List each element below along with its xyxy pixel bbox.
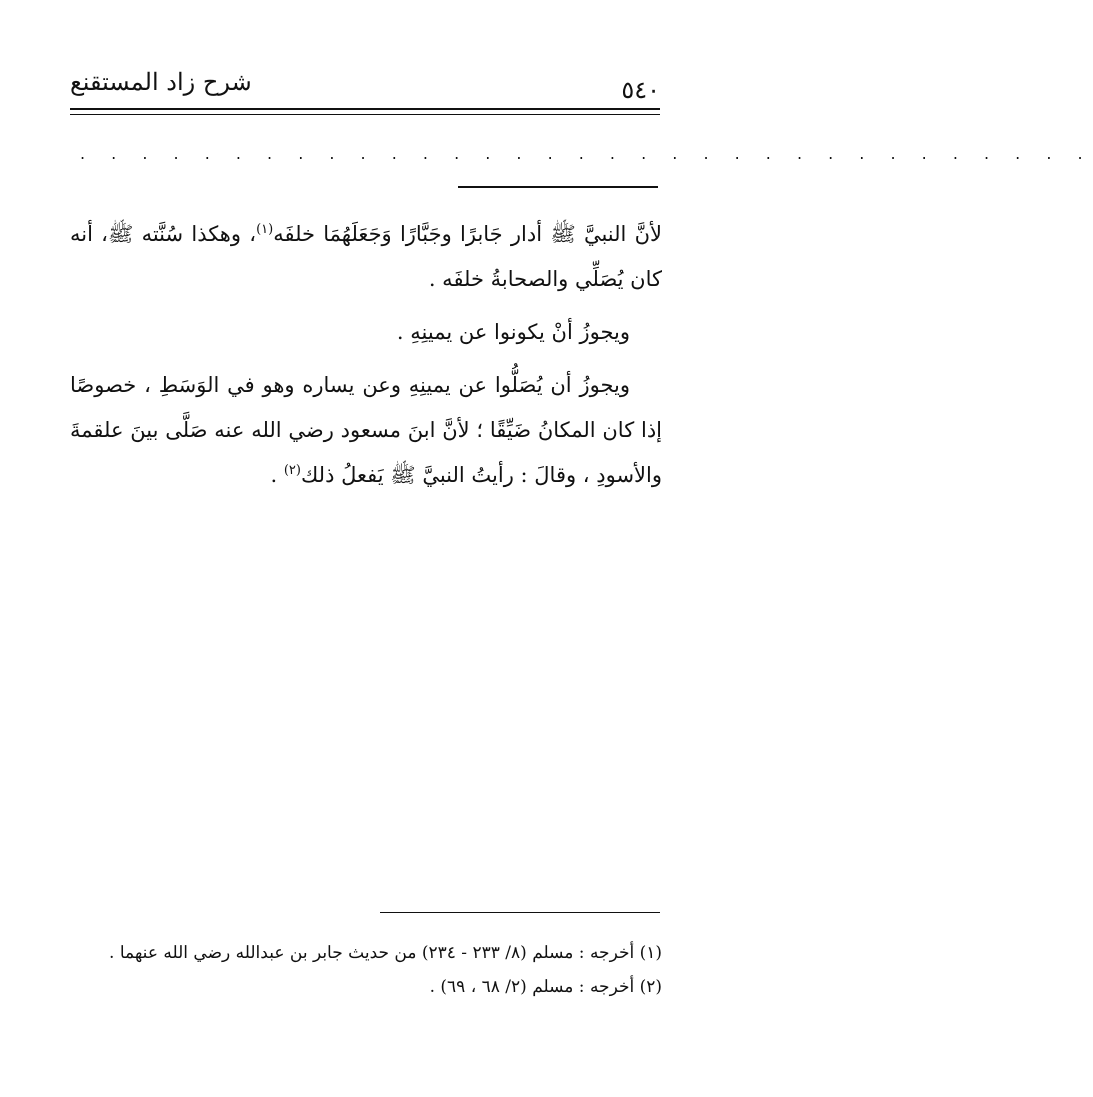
paragraph-text: . <box>270 463 284 487</box>
paragraph-text: ويجوزُ أنْ يكونوا عن يمينِهِ . <box>396 320 630 344</box>
footnote-ref-1: (١) <box>256 222 274 237</box>
page-number: ٥٤٠ <box>621 76 660 104</box>
paragraph-text: ، وهكذا سُنَّته ﷺ، أنه كان يُصَلِّي والصحابةُ خلفَه . <box>70 222 662 291</box>
body-text <box>70 212 662 506</box>
footnote-1: (١) أخرجه : مسلم (٨/ ٢٣٣ - ٢٣٤) من حديث جابر بن عبدالله رضي الله عنهما . <box>109 943 662 963</box>
separator-dots: . . . . . . . . . . . . . . . . . . . . . . . . . . . . . . . . . <box>80 144 1093 163</box>
paragraph-2 <box>70 310 662 355</box>
paragraph-3 <box>70 363 662 498</box>
footnote-rule <box>380 912 660 913</box>
paragraph-text: لأنَّ النبيَّ ﷺ أدار جَابرًا وجَبَّارًا وَجَعَلَهُمَا خلفَه <box>273 222 662 246</box>
paragraph-1 <box>70 212 662 302</box>
book-title: شرح زاد المستقنع <box>70 68 252 96</box>
paragraph-text: ويجوزُ أن يُصَلُّوا عن يمينِهِ وعن يساره وهو في الوَسَطِ ، خصوصًا إذا كان المكانُ ضَيِّقًا ؛ لأنَّ ابنَ مسعود رضي الله عنه صَلَّى بينَ علقمةَ والأسودِ ، وقالَ : رأيتُ النبيَّ ﷺ يَفعلُ ذلك <box>70 373 662 487</box>
page-header <box>70 60 660 110</box>
header-rule-thin <box>70 114 660 115</box>
footnotes <box>70 936 662 1004</box>
footnote-ref-2: (٢) <box>283 463 301 478</box>
footnote-2: (٢) أخرجه : مسلم (٢/ ٦٨ ، ٦٩) . <box>429 977 662 997</box>
header-rule-thick <box>70 108 660 110</box>
section-rule <box>458 186 658 188</box>
